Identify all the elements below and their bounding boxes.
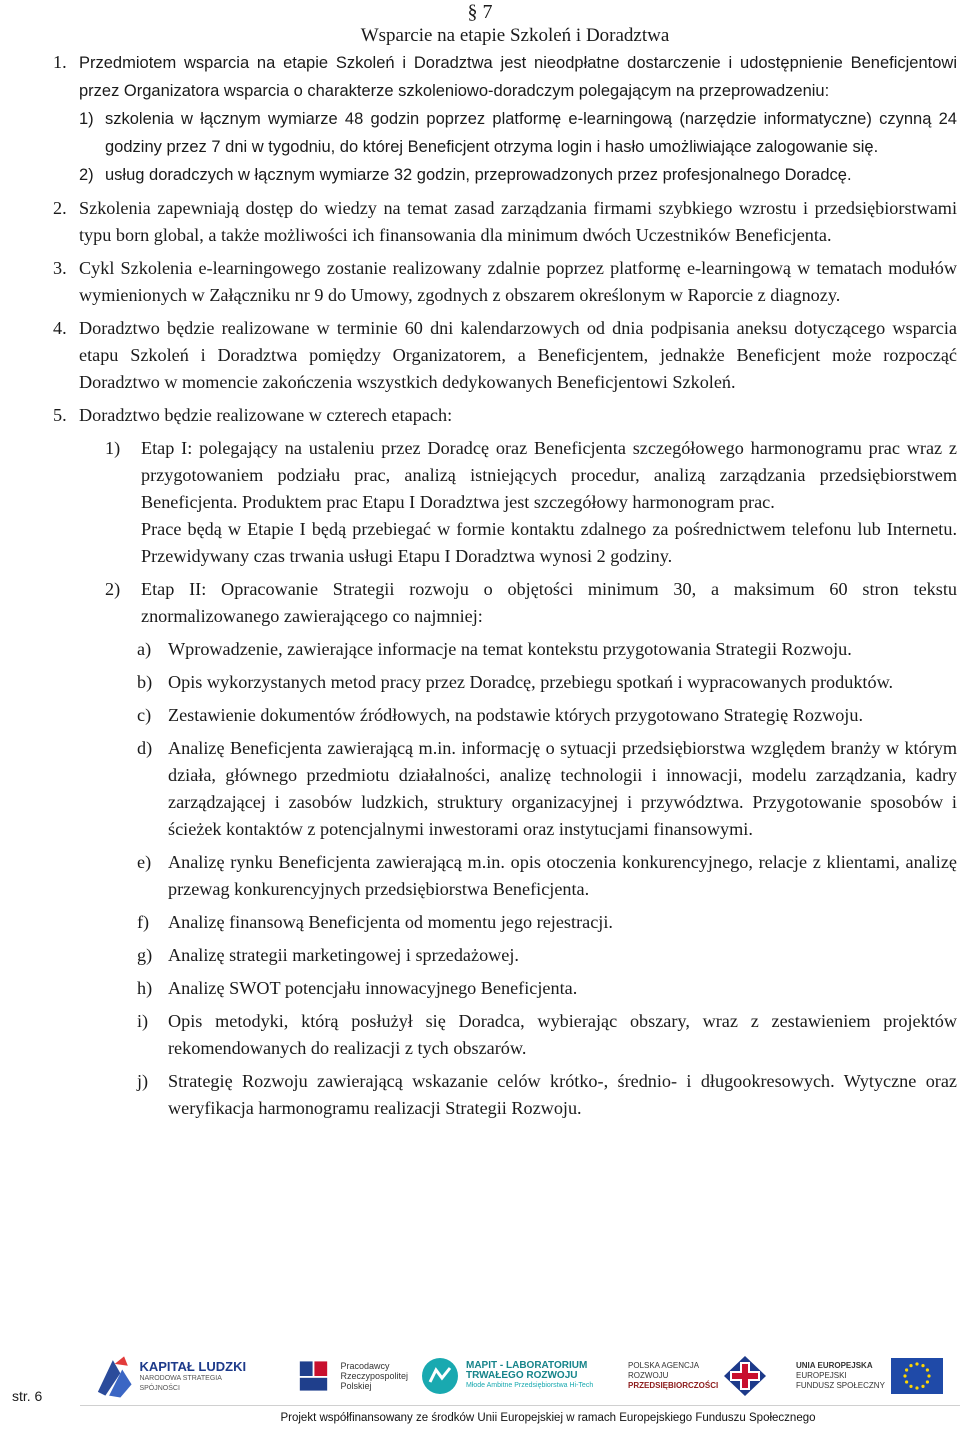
strategy-items-list — [79, 636, 957, 1122]
document-body — [53, 49, 957, 1122]
strategy-item-text: Zestawienie dokumentów źródłowych, na podstawie których przygotowano Strategię Rozwoju. — [168, 705, 863, 725]
paragraph-1-2: 2) usług doradczych w łącznym wymiarze 32 godzin, przeprowadzonych przez profesjonalnego Doradcę. — [79, 166, 852, 184]
section-title: Wsparcie na etapie Szkoleń i Doradztwa — [360, 25, 670, 46]
strategy-item-text: Opis wykorzystanych metod pracy przez Doradcę, przebiegu spotkań i wypracowanych produktów. — [168, 672, 894, 692]
strategy-item-label: d) — [137, 738, 153, 758]
cofunding-statement: Projekt współfinansowany ze środków Unii Europejskiej w ramach Europejskiego Funduszu Społecznego — [280, 1412, 816, 1424]
strategy-item-label: a) — [137, 639, 152, 659]
strategy-item-text: Analizę strategii marketingowej i sprzedażowej. — [168, 945, 519, 965]
kapital-ludzki-emblem-icon — [96, 1353, 133, 1399]
strategy-item — [79, 1068, 957, 1122]
ue-efs-logo: UNIA EUROPEJSKA EUROPEJSKI FUNDUSZ SPOŁECZNY — [796, 1352, 946, 1400]
pracodawcy-rp-logo: Pracodawcy Rzeczypospolitej Polskiej — [298, 1352, 408, 1400]
paragraph-1: 1. Przedmiotem wsparcia na etapie Szkoleń i Doradztwa jest nieodpłatne dostarczenie i udostępnienie Beneficjentowi przez Organizatora wsparcia o charakterze szkoleniowo-doradczym polegającym na przeprowadzeniu: — [53, 52, 957, 100]
strategy-item — [79, 1008, 957, 1062]
strategy-item — [79, 942, 957, 969]
strategy-item-text: Analizę finansową Beneficjenta od momentu jego rejestracji. — [168, 912, 613, 932]
strategy-item-text: Analizę rynku Beneficjenta zawierającą m.in. opis otoczenia konkurencyjnego, relacje z klientami, analizę przewag konkurencyjnych przedsiębiorstwa Beneficjenta. — [168, 852, 957, 899]
strategy-item-label: e) — [137, 852, 152, 872]
footer-divider — [80, 1405, 960, 1406]
strategy-item — [79, 669, 957, 696]
strategy-item — [79, 849, 957, 903]
strategy-item — [79, 735, 957, 843]
paragraph-5: 5. Doradztwo będzie realizowane w czterech etapach: — [53, 405, 453, 425]
paragraph-5-1: 1) Etap I: polegający na ustaleniu przez Doradcę oraz Beneficjenta szczegółowego harmonogramu prac wraz z przygotowaniem podziału prac, analizą istniejących procedur, analizą zarządzania przedsiębiorstwem Beneficjenta. Produktem prac Etapu I Doradztwa jest szczegółowy harmonogram prac. Prace będą w Etapie I będą przebiegać w formie kontaktu zdalnego za pośrednictwem telefonu lub Internetu. Przewidywany czas trwania usługi Etapu I Doradztwa wynosi 2 godziny. — [105, 438, 957, 566]
strategy-item-text: Analizę SWOT potencjału innowacyjnego Beneficjenta. — [168, 978, 578, 998]
strategy-item — [79, 636, 957, 663]
mapit-emblem-icon — [420, 1356, 460, 1396]
strategy-item — [79, 909, 957, 936]
paragraph-2: 2. Szkolenia zapewniają dostęp do wiedzy na temat zasad zarządzania firmami szybkiego wzrostu i przedsiębiorstwami typu born global, a także możliwości ich finansowania dla minimum dwóch Uczestników Beneficjenta. — [53, 198, 957, 245]
paragraph-3: 3. Cykl Szkolenia e-learningowego zostanie realizowany zdalnie poprzez platformę e-learningową w tematach modułów wymienionych w Załączniku nr 9 do Umowy, zgodnych z obszarem określonym w Raporcie z diagnozy. — [53, 258, 957, 305]
strategy-item — [79, 975, 957, 1002]
paragraph-4: 4. Doradztwo będzie realizowane w terminie 60 dni kalendarzowych od dnia podpisania aneksu dotyczącego wsparcia etapu Szkoleń i Doradztwa pomiędzy Organizatorem, a Beneficjentem, jednakże Beneficjent może rozpocząć Doradztwo w momencie zakończenia wszystkich dedykowanych Beneficjentowi Szkoleń. — [53, 318, 957, 392]
strategy-item-label: i) — [137, 1011, 149, 1031]
strategy-item-text: Wprowadzenie, zawierające informacje na temat kontekstu przygotowania Strategii Rozwoju. — [168, 639, 852, 659]
strategy-item — [79, 702, 957, 729]
strategy-item-text: Opis metodyki, którą posłużył się Doradca, wybierając obszary, wraz z zestawieniem projektów rekomendowanych do realizacji z tych obszarów. — [168, 1011, 957, 1058]
mapit-logo: MAPIT - LABORATORIUM TRWAŁEGO ROZWOJU Młode Ambitne Przedsiębiorstwa Hi-Tech — [420, 1352, 610, 1400]
paragraph-1-1: 1) szkolenia w łącznym wymiarze 48 godzin poprzez platformę e-learningową (narzędzie informatyczne) czynną 24 godziny przez 7 dni w tygodniu, do której Beneficjent otrzyma login i hasło umożliwiające zalogowanie się. — [79, 110, 957, 156]
strategy-item-label: b) — [137, 672, 153, 692]
strategy-item-label: j) — [137, 1071, 149, 1091]
pracodawcy-emblem-icon — [298, 1356, 334, 1396]
parp-emblem-icon — [722, 1354, 768, 1398]
page-label: str. 6 — [12, 1388, 43, 1404]
paragraph-5-2: 2) Etap II: Opracowanie Strategii rozwoju o objętości minimum 30, a maksimum 60 stron tekstu znormalizowanego zawierającego co najmniej: — [105, 579, 957, 626]
strategy-item-label: g) — [137, 945, 153, 965]
eu-flag-icon — [891, 1358, 943, 1394]
strategy-item-label: c) — [137, 705, 152, 725]
strategy-item-text: Analizę Beneficjenta zawierającą m.in. informację o sytuacji przedsiębiorstwa względem branży w którym działa, głównego przedmiotu działalności, analizę technologii i innowacji, modelu zarządzania, kadry zarządzającej i zasobów ludzkich, struktury organizacyjnej i przywództwa. Przygotowanie sposobów i ścieżek kontaktów z potencjalnymi inwestorami oraz instytucjami finansowymi. — [168, 738, 957, 839]
kapital-ludzki-logo: KAPITAŁ LUDZKI NARODOWA STRATEGIA SPÓJNOŚCI — [96, 1352, 256, 1400]
strategy-item-label: f) — [137, 912, 150, 932]
strategy-item-text: Strategię Rozwoju zawierającą wskazanie celów krótko-, średnio- i długookresowych. Wytyczne oraz weryfikacja harmonogramu realizacji Strategii Rozwoju. — [168, 1071, 957, 1118]
parp-logo: POLSKA AGENCJA ROZWOJU PRZEDSIĘBIORCZOŚCI — [628, 1352, 778, 1400]
strategy-item-label: h) — [137, 978, 153, 998]
section-number: § 7 — [467, 1, 493, 23]
